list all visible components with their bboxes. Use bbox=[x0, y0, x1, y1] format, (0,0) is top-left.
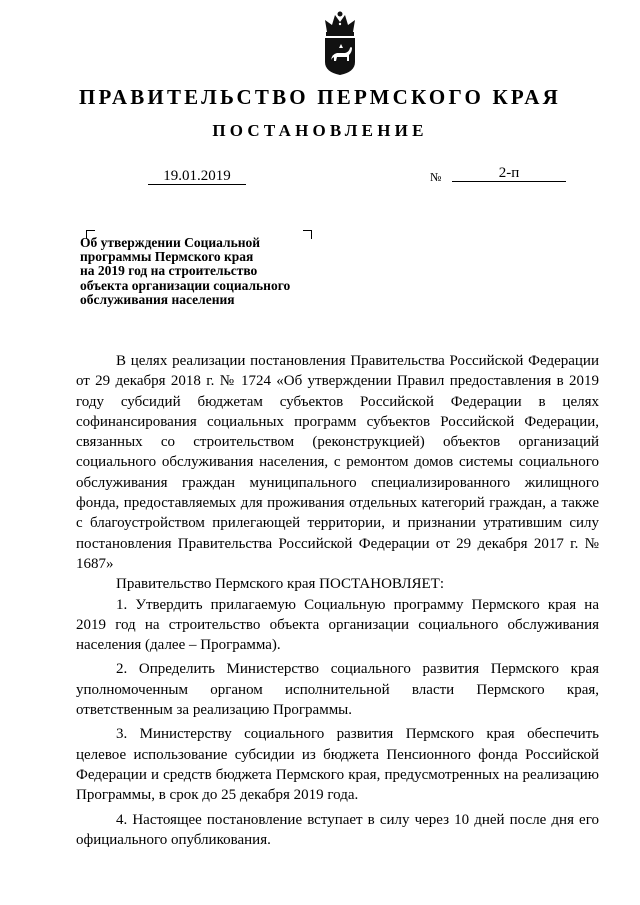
document-body bbox=[76, 351, 599, 850]
document-number: 2-п bbox=[452, 165, 566, 182]
item-paragraph: 4. Настоящее постановление вступает в силу через 10 дней после дня его официального опубликования. bbox=[76, 811, 599, 848]
subject-line: на 2019 год на строительство bbox=[80, 263, 258, 279]
document-subject bbox=[80, 236, 330, 307]
perm-krai-coat-of-arms-icon bbox=[323, 10, 357, 76]
government-title: ПРАВИТЕЛЬСТВО ПЕРМСКОГО КРАЯ bbox=[78, 85, 561, 109]
subject-line: объекта организации социального bbox=[80, 277, 291, 293]
subject-line: программы Пермского края bbox=[80, 249, 254, 265]
item-paragraph: 3. Министерству социального развития Пермского края обеспечить целевое использование субсидии из бюджета Пенсионного фонда Российской Федерации и средств бюджета Пермского края, предусмотренных на реализацию Программы, в срок до 25 декабря 2019 года. bbox=[76, 726, 599, 804]
resolves-paragraph: Правительство Пермского края ПОСТАНОВЛЯЕТ: bbox=[116, 576, 445, 593]
item-paragraph: 2. Определить Министерство социального развития Пермского края уполномоченным органом исполнительной власти Пермского края, ответственным за реализацию Программы. bbox=[76, 661, 599, 719]
subject-line: Об утверждении Социальной bbox=[80, 235, 261, 250]
document-date: 19.01.2019 bbox=[148, 168, 246, 185]
number-label: № bbox=[430, 170, 442, 184]
item-paragraph: 1. Утвердить прилагаемую Социальную программу Пермского края на 2019 год на строительство объекта организации социального обслуживания населения (далее – Программа). bbox=[76, 596, 599, 654]
document-type: ПОСТАНОВЛЕНИЕ bbox=[212, 121, 428, 140]
preamble-paragraph: В целях реализации постановления Правительства Российской Федерации от 29 декабря 2018 г. № 1724 «Об утверждении Правил предоставления в 2019 году субсидий бюджетам субъектов Российской Федерации в целях софинансирования социальных программ субъектов Российской Федерации, связанных со строительством (реконструкцией) объектов организаций социального обслуживания населения, с ремонтом домов системы социального обслуживания граждан муниципального специализированного жилищного фонда, предоставляемых для проживания отдельных категорий граждан, а также с благоустройством прилегающей территории, и признании утратившим силу постановления Правительства Российской Федерации от 29 декабря 2017 г. № 1687» bbox=[76, 353, 599, 572]
subject-line: обслуживания населения bbox=[80, 291, 235, 307]
